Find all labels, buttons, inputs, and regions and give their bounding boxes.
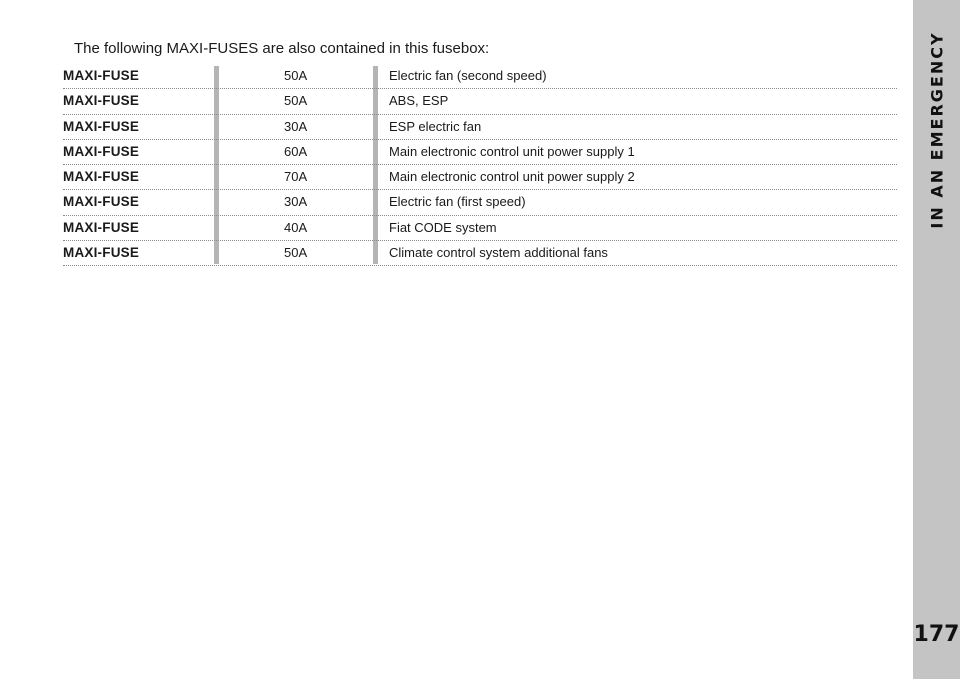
- page-number: 177: [913, 622, 960, 647]
- table-row: [63, 64, 897, 89]
- fuse-amperage: 30A: [284, 194, 308, 210]
- fuse-amperage: 30A: [284, 118, 308, 134]
- fuse-table: [63, 64, 897, 266]
- fuse-name: MAXI-FUSE: [63, 245, 140, 261]
- fuse-function: Fiat CODE system: [389, 219, 497, 235]
- fuse-amperage: 40A: [284, 219, 308, 235]
- fuse-function: Electric fan (first speed): [389, 194, 526, 210]
- section-title: [913, 0, 960, 260]
- fuse-name: MAXI-FUSE: [63, 169, 140, 185]
- table-row: [63, 190, 897, 215]
- table-row: [63, 165, 897, 190]
- fuse-name: MAXI-FUSE: [63, 143, 140, 159]
- fuse-function: Electric fan (second speed): [389, 68, 547, 83]
- table-row: [63, 115, 897, 140]
- table-row: [63, 241, 897, 266]
- section-title-text: IN AN EMERGENCY: [927, 31, 946, 229]
- table-row: [63, 216, 897, 241]
- fuse-function: Main electronic control unit power supply 2: [389, 169, 635, 185]
- fuse-amperage: 50A: [284, 245, 308, 261]
- fuse-amperage: 70A: [284, 169, 308, 185]
- table-row: [63, 89, 897, 114]
- fuse-function: ESP electric fan: [389, 118, 482, 134]
- fuse-name: MAXI-FUSE: [63, 68, 140, 83]
- fuse-function: Climate control system additional fans: [389, 245, 608, 261]
- fuse-name: MAXI-FUSE: [63, 118, 140, 134]
- fuse-name: MAXI-FUSE: [63, 93, 140, 109]
- table-row: [63, 140, 897, 165]
- fuse-function: Main electronic control unit power supply 1: [389, 143, 635, 159]
- intro-text: The following MAXI-FUSES are also contained in this fusebox:: [74, 40, 490, 57]
- fuse-amperage: 50A: [284, 68, 308, 83]
- fuse-name: MAXI-FUSE: [63, 219, 140, 235]
- fuse-amperage: 50A: [284, 93, 308, 109]
- fuse-amperage: 60A: [284, 143, 308, 159]
- fuse-function: ABS, ESP: [389, 93, 449, 109]
- fuse-name: MAXI-FUSE: [63, 194, 140, 210]
